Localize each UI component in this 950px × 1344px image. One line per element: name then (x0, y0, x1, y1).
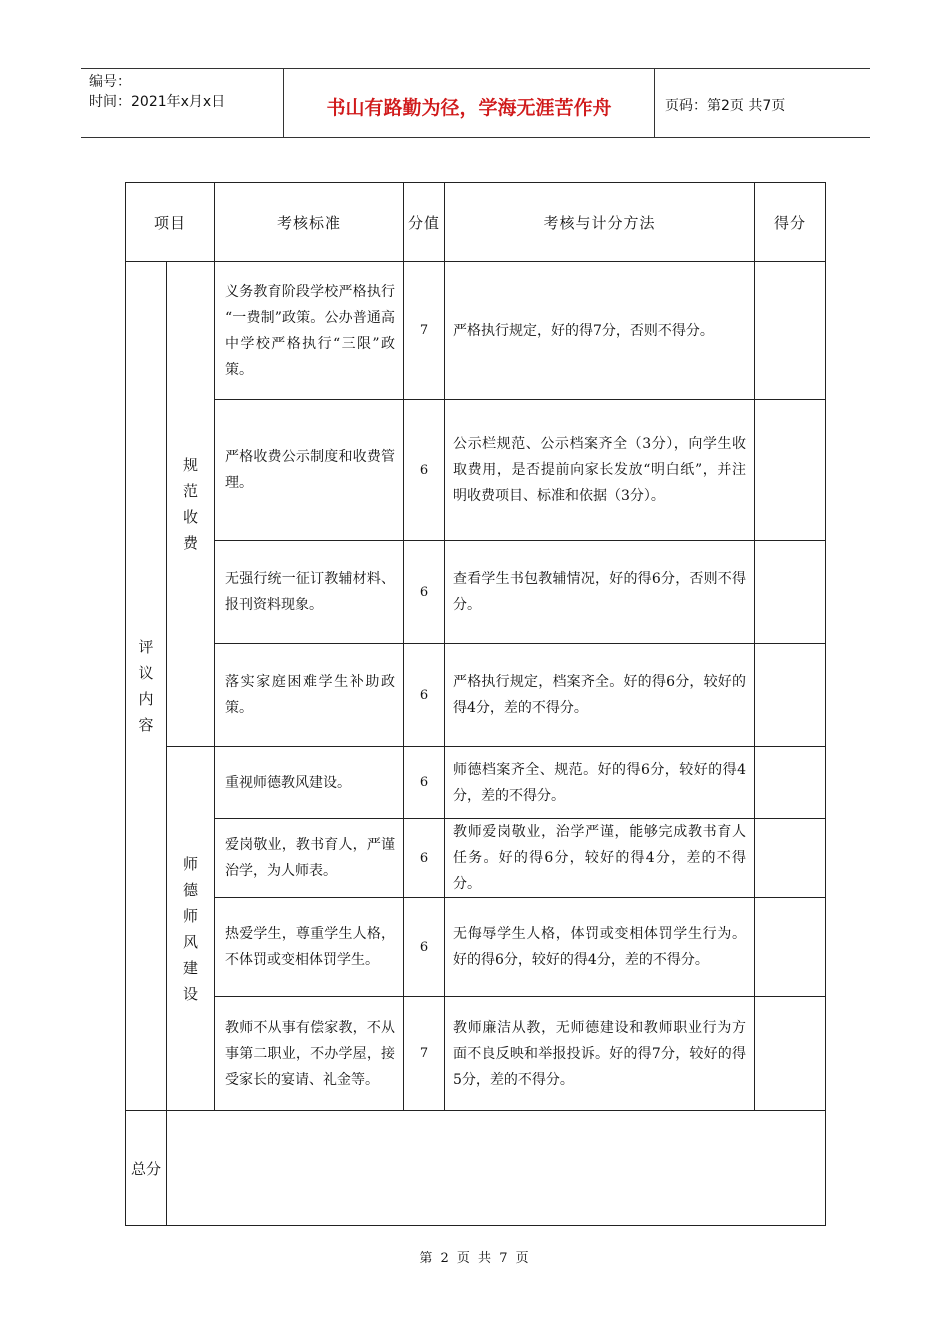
method-cell: 严格执行规定，好的得7分，否则不得分。 (445, 262, 755, 400)
standard-cell: 爱岗敬业，教书育人，严谨治学，为人师表。 (215, 819, 404, 898)
score-cell[interactable] (755, 400, 826, 541)
total-row (126, 1111, 826, 1226)
table-row (126, 400, 826, 541)
document-time-label: 时间：2021年x月x日 (89, 94, 226, 110)
standard-cell: 严格收费公示制度和收费管理。 (215, 400, 404, 541)
header-left (81, 69, 283, 137)
value-cell: 6 (404, 541, 445, 644)
score-cell[interactable] (755, 747, 826, 819)
method-cell: 公示栏规范、公示档案齐全（3分），向学生收取费用，是否提前向家长发放“明白纸”，并注明收费项目、标准和依据（3分）。 (445, 400, 755, 541)
table-row (126, 262, 826, 400)
standard-cell: 重视师德教风建设。 (215, 747, 404, 819)
value-cell: 6 (404, 747, 445, 819)
header-motto: 书山有路勤为径，学海无涯苦作舟 (283, 69, 655, 137)
method-cell: 教师爱岗敬业，治学严谨，能够完成教书育人任务。好的得6分，较好的得4分，差的不得分。 (445, 819, 755, 898)
value-cell: 6 (404, 644, 445, 747)
table-header-row (126, 183, 826, 262)
method-cell: 教师廉洁从教，无师德建设和教师职业行为方面不良反映和举报投诉。好的得7分，较好的得5分，差的不得分。 (445, 997, 755, 1111)
score-cell[interactable] (755, 997, 826, 1111)
header-page-code: 页码：第2页 共7页 (665, 98, 786, 114)
header-score: 得分 (755, 183, 826, 262)
group-label-fees: 规范收费 (182, 456, 198, 552)
group-cell-fees (167, 262, 215, 747)
standard-cell: 落实家庭困难学生补助政策。 (215, 644, 404, 747)
evaluation-table (125, 182, 826, 1226)
method-cell: 严格执行规定，档案齐全。好的得6分，较好的得4分，差的不得分。 (445, 644, 755, 747)
score-cell[interactable] (755, 644, 826, 747)
score-cell[interactable] (755, 819, 826, 898)
method-cell: 无侮辱学生人格，体罚或变相体罚学生行为。好的得6分，较好的得4分，差的不得分。 (445, 898, 755, 997)
table-row (126, 541, 826, 644)
document-number-label: 编号： (89, 74, 131, 90)
table-row (126, 819, 826, 898)
header-score-value: 分值 (404, 183, 445, 262)
outer-category-cell (126, 262, 167, 1111)
document-header (81, 68, 870, 138)
table-row (126, 747, 826, 819)
table-row (126, 997, 826, 1111)
standard-cell: 教师不从事有偿家教，不从事第二职业，不办学屋，接受家长的宴请、礼金等。 (215, 997, 404, 1111)
total-label: 总分 (126, 1111, 167, 1226)
standard-cell: 热爱学生，尊重学生人格，不体罚或变相体罚学生。 (215, 898, 404, 997)
score-cell[interactable] (755, 898, 826, 997)
header-standard: 考核标准 (215, 183, 404, 262)
standard-cell: 义务教育阶段学校严格执行 “一费制”政策。公办普通高中学校严格执行“三限”政策。 (215, 262, 404, 400)
table-row (126, 644, 826, 747)
standard-cell: 无强行统一征订教辅材料、报刊资料现象。 (215, 541, 404, 644)
header-method: 考核与计分方法 (445, 183, 755, 262)
method-cell: 查看学生书包教辅情况，好的得6分，否则不得分。 (445, 541, 755, 644)
header-item: 项目 (126, 183, 215, 262)
outer-category-label: 评议内容 (138, 638, 154, 734)
group-cell-ethics (167, 747, 215, 1111)
method-cell: 师德档案齐全、规范。好的得6分，较好的得4分，差的不得分。 (445, 747, 755, 819)
page-footer: 第 2 页 共 7 页 (419, 1251, 531, 1266)
score-cell[interactable] (755, 262, 826, 400)
value-cell: 7 (404, 997, 445, 1111)
value-cell: 6 (404, 400, 445, 541)
value-cell: 6 (404, 819, 445, 898)
table-row (126, 898, 826, 997)
group-label-ethics: 师德师风建设 (182, 854, 198, 1003)
score-cell[interactable] (755, 541, 826, 644)
value-cell: 6 (404, 898, 445, 997)
value-cell: 7 (404, 262, 445, 400)
total-value-cell[interactable] (167, 1111, 826, 1226)
